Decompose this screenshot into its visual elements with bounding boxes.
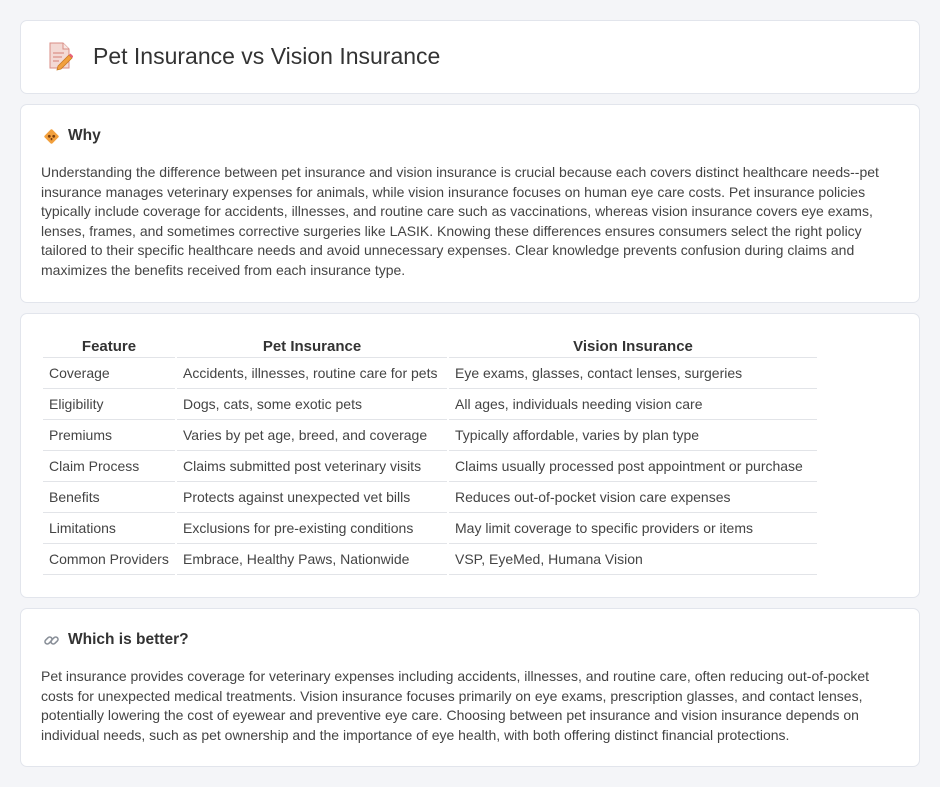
vision-insurance-cell: Reduces out-of-pocket vision care expenses xyxy=(449,482,817,513)
comparison-table xyxy=(41,334,819,575)
vision-insurance-cell: Typically affordable, varies by plan type xyxy=(449,420,817,451)
feature-cell: Premiums xyxy=(43,420,175,451)
pet-insurance-cell: Dogs, cats, some exotic pets xyxy=(177,389,447,420)
pet-insurance-cell: Claims submitted post veterinary visits xyxy=(177,451,447,482)
table-row xyxy=(43,482,817,513)
why-text: Understanding the difference between pet insurance and vision insurance is crucial because each covers distinct healthcare needs--pet insurance manages veterinary expenses for animals, while vision insurance focuses on human eye care costs. Pet insurance policies typically include coverage for accidents, illnesses, and routine care such as vaccinations, whereas vision insurance covers eye exams, lenses, frames, and sometimes corrective surgeries like LASIK. Knowing these differences ensures consumers select the right policy tailored to their specific healthcare needs and avoid unnecessary expenses. Clear knowledge prevents confusion during claims and maximizes the benefits received from each insurance type. xyxy=(41,164,879,278)
vision-insurance-cell: May limit coverage to specific providers or items xyxy=(449,513,817,544)
comparison-section xyxy=(20,313,920,598)
diamond-warning-icon xyxy=(43,128,60,145)
vision-insurance-cell: Claims usually processed post appointment or purchase xyxy=(449,451,817,482)
column-header-pet-insurance: Pet Insurance xyxy=(177,334,447,358)
document-pencil-icon xyxy=(47,41,73,71)
pet-insurance-cell: Varies by pet age, breed, and coverage xyxy=(177,420,447,451)
table-row xyxy=(43,451,817,482)
feature-cell: Eligibility xyxy=(43,389,175,420)
pet-insurance-cell: Embrace, Healthy Paws, Nationwide xyxy=(177,544,447,575)
feature-cell: Common Providers xyxy=(43,544,175,575)
which-is-better-text: Pet insurance provides coverage for veterinary expenses including accidents, illnesses, and routine care, often reducing out-of-pocket costs for unexpected medical treatments. Vision insurance focuses primarily on eye exams, prescription glasses, and contact lenses, potentially lowering the cost of eyewear and preventive eye care. Choosing between pet insurance and vision insurance depends on individual needs, such as pet ownership and the importance of eye health, with both offering distinct financial protections. xyxy=(41,668,870,743)
table-header-row xyxy=(43,334,817,358)
feature-cell: Benefits xyxy=(43,482,175,513)
title-card xyxy=(20,20,920,94)
which-is-better-section xyxy=(20,608,920,767)
feature-cell: Claim Process xyxy=(43,451,175,482)
table-row xyxy=(43,358,817,389)
why-header xyxy=(43,127,101,145)
vision-insurance-cell: VSP, EyeMed, Humana Vision xyxy=(449,544,817,575)
feature-cell: Limitations xyxy=(43,513,175,544)
column-header-vision-insurance: Vision Insurance xyxy=(449,334,817,358)
why-section xyxy=(20,104,920,303)
pet-insurance-cell: Exclusions for pre-existing conditions xyxy=(177,513,447,544)
which-is-better-title: Which is better? xyxy=(68,631,189,648)
which-is-better-header xyxy=(43,631,189,649)
page-title: Pet Insurance vs Vision Insurance xyxy=(93,42,441,69)
pet-insurance-cell: Accidents, illnesses, routine care for pets xyxy=(177,358,447,389)
feature-cell: Coverage xyxy=(43,358,175,389)
column-header-feature: Feature xyxy=(43,334,175,358)
pet-insurance-cell: Protects against unexpected vet bills xyxy=(177,482,447,513)
page-header xyxy=(47,41,440,71)
table-row xyxy=(43,544,817,575)
why-title: Why xyxy=(68,127,101,144)
table-row xyxy=(43,513,817,544)
table-row xyxy=(43,420,817,451)
table-row xyxy=(43,389,817,420)
vision-insurance-cell: Eye exams, glasses, contact lenses, surgeries xyxy=(449,358,817,389)
link-icon xyxy=(43,632,60,649)
vision-insurance-cell: All ages, individuals needing vision care xyxy=(449,389,817,420)
